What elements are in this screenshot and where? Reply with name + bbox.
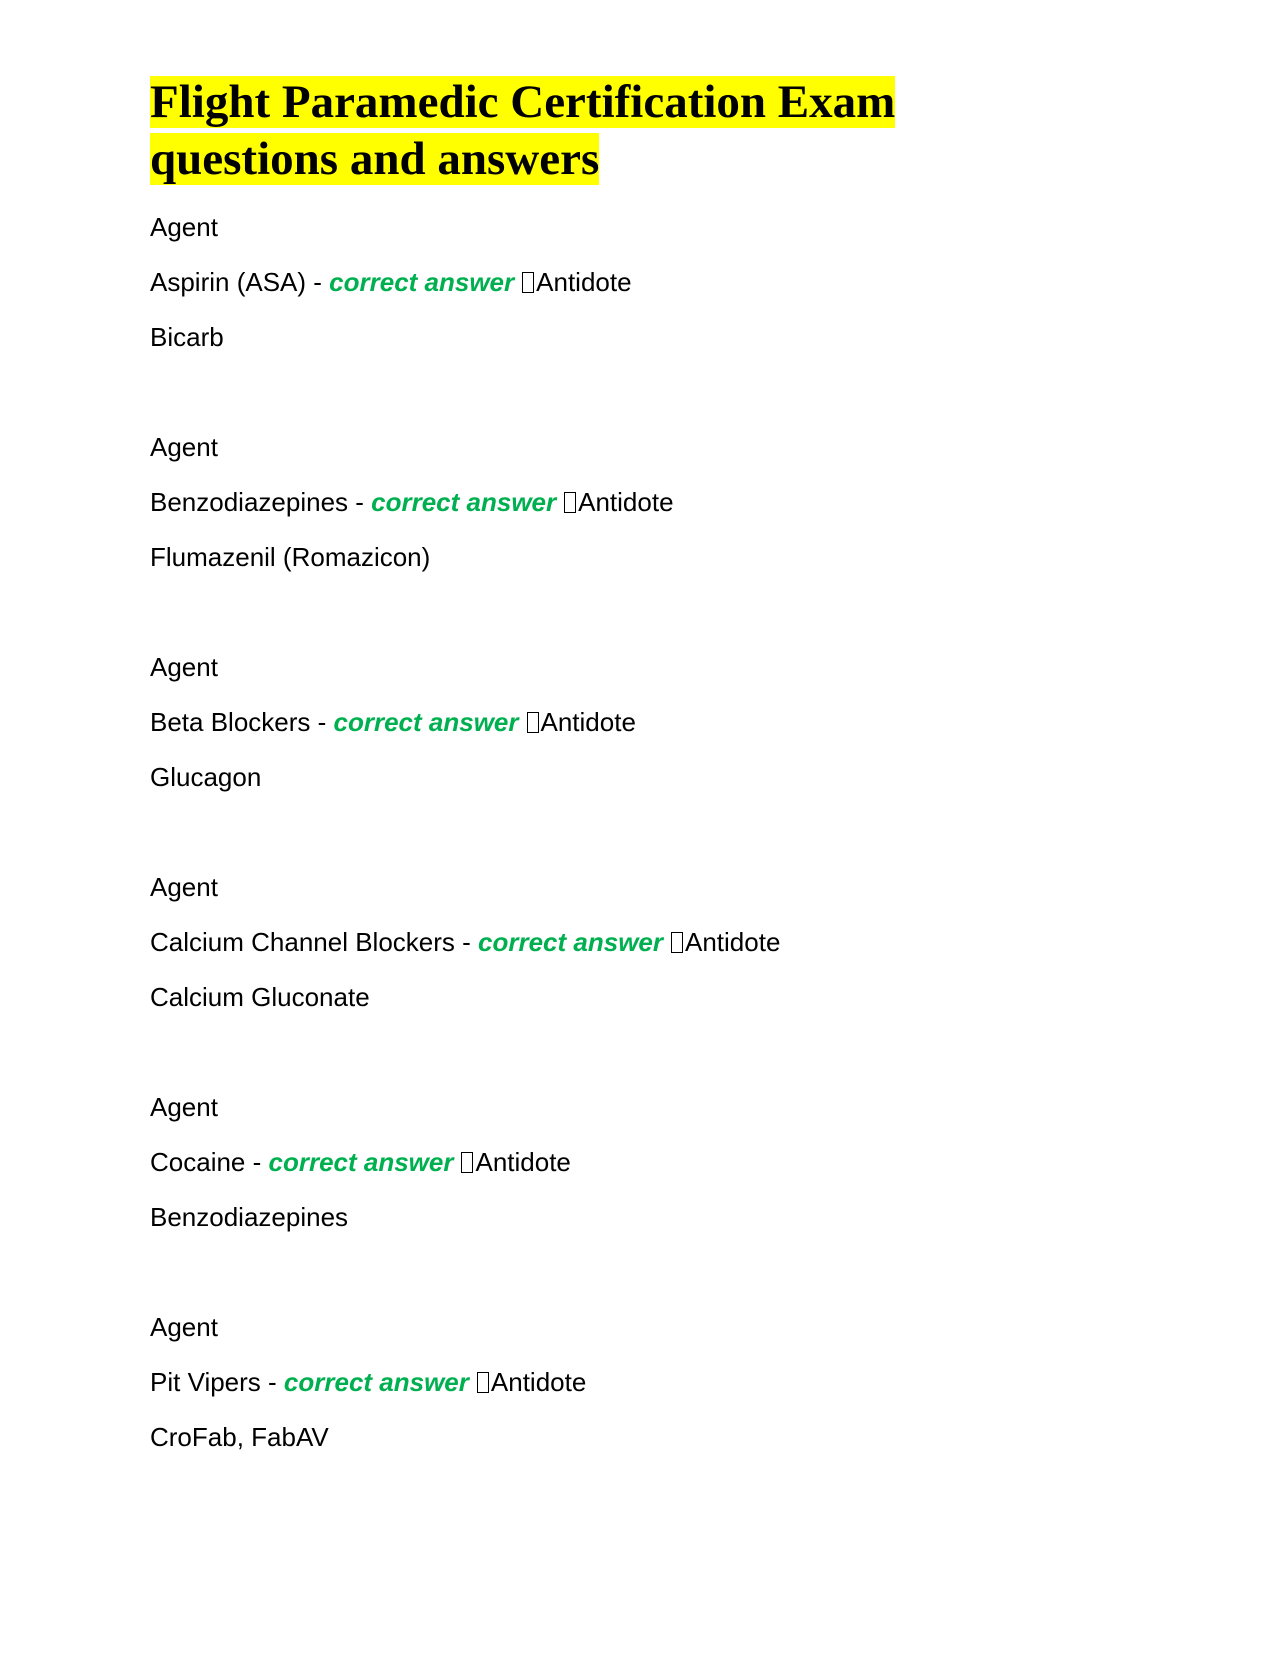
question-line xyxy=(150,1367,1150,1422)
antidote-label: Antidote xyxy=(685,927,781,957)
antidote-value: Flumazenil (Romazicon) xyxy=(150,542,431,572)
correct-answer-label: correct answer xyxy=(329,267,515,297)
correct-answer-label: correct answer xyxy=(283,1367,469,1397)
document-page xyxy=(150,74,1150,1532)
antidote-label: Antidote xyxy=(475,1147,571,1177)
question-text: Cocaine - xyxy=(150,1147,269,1177)
qa-entry xyxy=(150,652,1150,817)
correct-answer-label: correct answer xyxy=(371,487,557,517)
qa-entry xyxy=(150,1092,1150,1257)
qa-entry xyxy=(150,212,1150,377)
agent-label: Agent xyxy=(150,432,218,462)
question-line xyxy=(150,267,1150,322)
agent-label: Agent xyxy=(150,652,218,682)
antidote-label: Antidote xyxy=(536,267,632,297)
missing-glyph-box-icon xyxy=(564,492,576,513)
document-title xyxy=(150,74,950,188)
question-line xyxy=(150,707,1150,762)
missing-glyph-box-icon xyxy=(527,712,539,733)
qa-entry xyxy=(150,1312,1150,1477)
question-line xyxy=(150,927,1150,982)
antidote-label: Antidote xyxy=(490,1367,587,1397)
agent-label: Agent xyxy=(150,1312,218,1342)
question-text: Calcium Channel Blockers - xyxy=(150,927,479,957)
antidote-value: Bicarb xyxy=(150,322,224,352)
qa-entry xyxy=(150,872,1150,1037)
question-text: Aspirin (ASA) - xyxy=(150,267,330,297)
antidote-value: CroFab, FabAV xyxy=(150,1422,329,1452)
agent-label: Agent xyxy=(150,1092,218,1122)
question-line xyxy=(150,1147,1150,1202)
antidote-value: Calcium Gluconate xyxy=(150,982,370,1012)
correct-answer-label: correct answer xyxy=(333,707,519,737)
missing-glyph-box-icon xyxy=(461,1152,473,1173)
correct-answer-label: correct answer xyxy=(478,927,663,957)
antidote-value: Benzodiazepines xyxy=(150,1202,349,1232)
missing-glyph-box-icon xyxy=(522,272,534,293)
agent-label: Agent xyxy=(150,212,218,242)
question-text: Beta Blockers - xyxy=(150,707,334,737)
qa-entry xyxy=(150,432,1150,597)
antidote-value: Glucagon xyxy=(150,762,262,792)
document-title-text: Flight Paramedic Certification Exam questions and answers xyxy=(150,76,896,185)
missing-glyph-box-icon xyxy=(477,1372,489,1393)
question-text: Benzodiazepines - xyxy=(150,487,372,517)
question-line xyxy=(150,487,1150,542)
qa-list xyxy=(150,212,1150,1477)
correct-answer-label: correct answer xyxy=(268,1147,454,1177)
agent-label: Agent xyxy=(150,872,218,902)
antidote-label: Antidote xyxy=(540,707,636,737)
question-text: Pit Vipers - xyxy=(150,1367,284,1397)
antidote-label: Antidote xyxy=(578,487,674,517)
missing-glyph-box-icon xyxy=(671,932,683,953)
